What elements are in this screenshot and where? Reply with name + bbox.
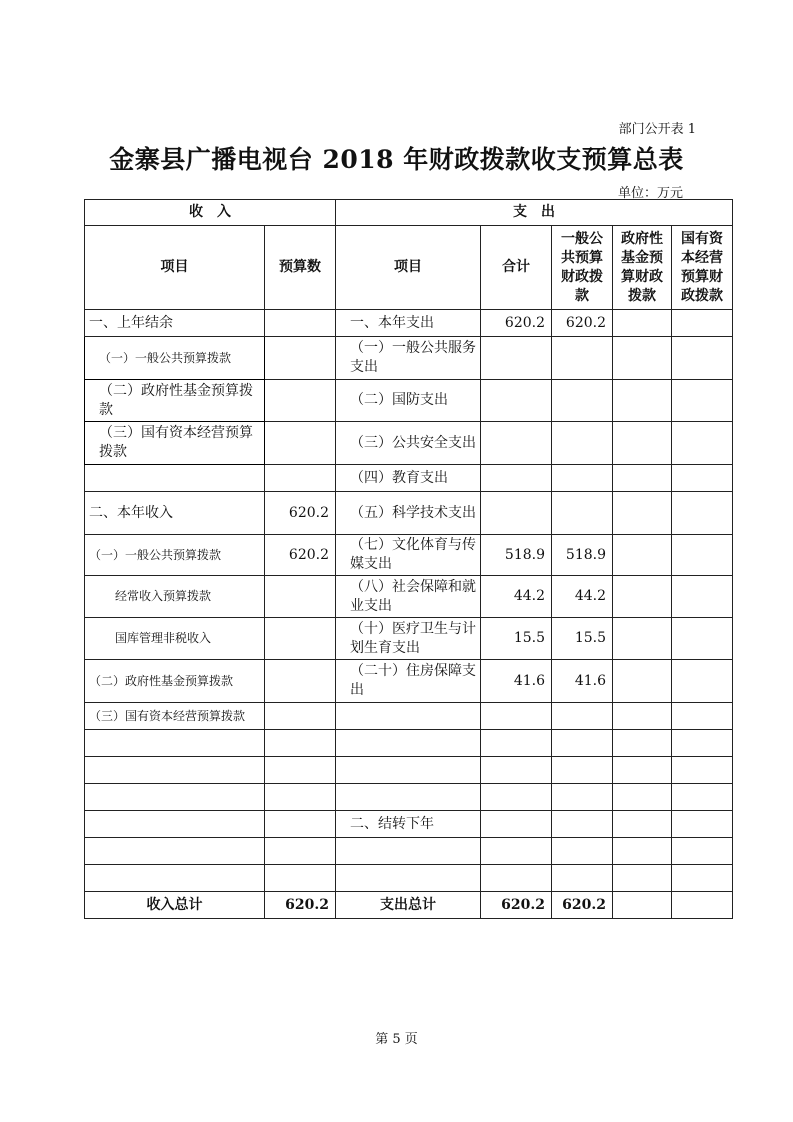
table-row [85, 811, 733, 838]
income-item: 经常收入预算拨款 [85, 576, 265, 618]
income-item: （一）一般公共预算拨款 [85, 535, 265, 576]
expense-capital [672, 660, 733, 703]
income-item: 国库管理非税收入 [85, 618, 265, 660]
expense-general [552, 730, 613, 757]
table-row [85, 784, 733, 811]
expense-capital [672, 618, 733, 660]
table-row [85, 703, 733, 730]
expense-capital [672, 380, 733, 422]
expense-general [552, 492, 613, 535]
expense-capital [672, 811, 733, 838]
expense-total: 620.2 [481, 310, 552, 337]
income-value [265, 618, 336, 660]
expense-general: 518.9 [552, 535, 613, 576]
expense-fund [613, 337, 672, 380]
expense-capital [672, 865, 733, 892]
expense-fund [613, 310, 672, 337]
unit-label: 单位：万元 [617, 186, 683, 201]
income-item [85, 465, 265, 492]
income-value [265, 730, 336, 757]
expense-fund [613, 492, 672, 535]
expense-capital [672, 422, 733, 465]
income-item: （三）国有资本经营预算拨款 [85, 703, 265, 730]
expense-fund [613, 576, 672, 618]
expense-total [481, 422, 552, 465]
expense-total [481, 757, 552, 784]
expense-capital [672, 492, 733, 535]
expense-general [552, 865, 613, 892]
expense-general: 41.6 [552, 660, 613, 703]
expense-fund [613, 703, 672, 730]
income-total-label: 收入总计 [85, 892, 265, 919]
income-value [265, 757, 336, 784]
expense-general [552, 465, 613, 492]
income-item [85, 865, 265, 892]
income-value [265, 703, 336, 730]
income-item: （二）政府性基金预算拨款 [85, 660, 265, 703]
expense-total: 44.2 [481, 576, 552, 618]
table-row [85, 757, 733, 784]
expense-general: 44.2 [552, 576, 613, 618]
expense-fund-total [613, 892, 672, 919]
page-number: 第 5 页 [375, 1032, 418, 1047]
income-item [85, 784, 265, 811]
expense-item: （三）公共安全支出 [336, 422, 481, 465]
expense-total [481, 492, 552, 535]
income-value [265, 784, 336, 811]
income-value [265, 465, 336, 492]
expense-total: 15.5 [481, 618, 552, 660]
expense-total: 518.9 [481, 535, 552, 576]
totals-row [85, 892, 733, 919]
expense-total-label: 支出总计 [336, 892, 481, 919]
expense-fund [613, 730, 672, 757]
group-header-row [85, 200, 733, 226]
expense-total [481, 838, 552, 865]
income-item [85, 838, 265, 865]
income-item [85, 811, 265, 838]
expense-total [481, 465, 552, 492]
income-value [265, 811, 336, 838]
expense-fund [613, 380, 672, 422]
income-value [265, 422, 336, 465]
expense-item: （一）一般公共服务支出 [336, 337, 481, 380]
income-item [85, 757, 265, 784]
table-row [85, 492, 733, 535]
expense-general [552, 337, 613, 380]
expense-total: 41.6 [481, 660, 552, 703]
expense-fund [613, 535, 672, 576]
income-value [265, 838, 336, 865]
expense-item [336, 784, 481, 811]
expense-item: （二十）住房保障支出 [336, 660, 481, 703]
expense-item: （十）医疗卫生与计划生育支出 [336, 618, 481, 660]
income-group-header: 收 入 [85, 200, 336, 226]
expense-capital [672, 337, 733, 380]
table-row [85, 535, 733, 576]
col-expense-general: 一般公共预算财政拨款 [552, 226, 613, 310]
expense-item: （四）教育支出 [336, 465, 481, 492]
income-value [265, 337, 336, 380]
expense-item [336, 838, 481, 865]
expense-total [481, 337, 552, 380]
expense-general [552, 757, 613, 784]
expense-capital [672, 310, 733, 337]
income-value [265, 865, 336, 892]
table-row [85, 865, 733, 892]
expense-item: 二、结转下年 [336, 811, 481, 838]
expense-item: （二）国防支出 [336, 380, 481, 422]
table-row [85, 576, 733, 618]
expense-item: 一、本年支出 [336, 310, 481, 337]
table-row [85, 660, 733, 703]
income-item: （三）国有资本经营预算拨款 [85, 422, 265, 465]
expense-item: （七）文化体育与传媒支出 [336, 535, 481, 576]
income-item: （二）政府性基金预算拨款 [85, 380, 265, 422]
income-total-value: 620.2 [265, 892, 336, 919]
col-income-item: 项目 [85, 226, 265, 310]
expense-general [552, 838, 613, 865]
expense-fund [613, 422, 672, 465]
col-expense-total: 合计 [481, 226, 552, 310]
expense-fund [613, 757, 672, 784]
income-value: 620.2 [265, 535, 336, 576]
expense-capital [672, 535, 733, 576]
expense-item: （五）科学技术支出 [336, 492, 481, 535]
expense-fund [613, 618, 672, 660]
expense-general: 15.5 [552, 618, 613, 660]
expense-total [481, 703, 552, 730]
expense-fund [613, 838, 672, 865]
page-title: 金寨县广播电视台 2018 年财政拨款收支预算总表 [109, 145, 684, 174]
expense-fund [613, 811, 672, 838]
expense-total-value: 620.2 [481, 892, 552, 919]
col-expense-item: 项目 [336, 226, 481, 310]
budget-table [84, 199, 733, 919]
expense-total [481, 811, 552, 838]
col-income-budget: 预算数 [265, 226, 336, 310]
expense-capital [672, 757, 733, 784]
income-value [265, 380, 336, 422]
expense-general [552, 380, 613, 422]
income-item: （一）一般公共预算拨款 [85, 337, 265, 380]
income-value [265, 310, 336, 337]
col-expense-fund: 政府性基金预算财政拨款 [613, 226, 672, 310]
table-row [85, 618, 733, 660]
expense-general [552, 422, 613, 465]
expense-item: （八）社会保障和就业支出 [336, 576, 481, 618]
expense-general [552, 703, 613, 730]
expense-fund [613, 660, 672, 703]
income-value [265, 660, 336, 703]
expense-item [336, 730, 481, 757]
expense-capital [672, 465, 733, 492]
table-row [85, 730, 733, 757]
expense-capital-total [672, 892, 733, 919]
table-row [85, 838, 733, 865]
expense-capital [672, 576, 733, 618]
expense-group-header: 支 出 [336, 200, 733, 226]
expense-general [552, 784, 613, 811]
table-row [85, 337, 733, 380]
table-row [85, 422, 733, 465]
expense-capital [672, 703, 733, 730]
form-number-label: 部门公开表 1 [618, 122, 696, 137]
table-row [85, 310, 733, 337]
expense-fund [613, 784, 672, 811]
table-row [85, 380, 733, 422]
expense-item [336, 703, 481, 730]
expense-general-total: 620.2 [552, 892, 613, 919]
expense-general [552, 811, 613, 838]
income-item: 二、本年收入 [85, 492, 265, 535]
expense-item [336, 757, 481, 784]
expense-capital [672, 838, 733, 865]
expense-fund [613, 865, 672, 892]
expense-general: 620.2 [552, 310, 613, 337]
expense-total [481, 730, 552, 757]
expense-total [481, 784, 552, 811]
expense-capital [672, 730, 733, 757]
expense-item [336, 865, 481, 892]
expense-fund [613, 465, 672, 492]
income-value: 620.2 [265, 492, 336, 535]
income-value [265, 576, 336, 618]
expense-total [481, 380, 552, 422]
col-expense-capital: 国有资本经营预算财政拨款 [672, 226, 733, 310]
column-header-row [85, 226, 733, 310]
table-row [85, 465, 733, 492]
expense-total [481, 865, 552, 892]
income-item: 一、上年结余 [85, 310, 265, 337]
expense-capital [672, 784, 733, 811]
income-item [85, 730, 265, 757]
